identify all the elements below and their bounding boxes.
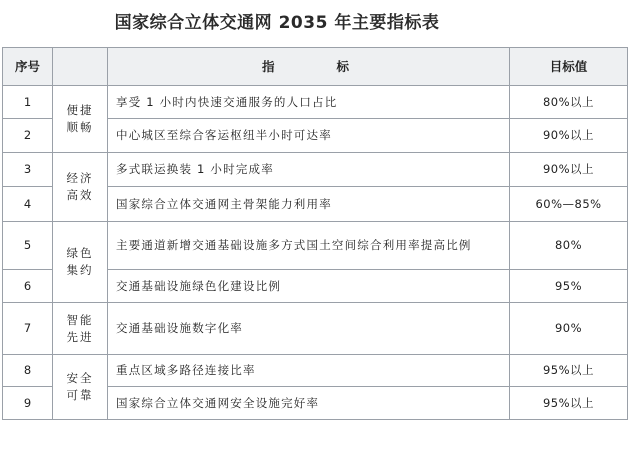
table-row bbox=[3, 153, 628, 187]
row-seq: 8 bbox=[3, 355, 53, 387]
row-indicator: 享受 1 小时内快速交通服务的人口占比 bbox=[108, 86, 510, 119]
category-cell bbox=[53, 86, 108, 153]
row-target: 90%以上 bbox=[510, 119, 628, 153]
table-row bbox=[3, 222, 628, 270]
row-target: 90%以上 bbox=[510, 153, 628, 187]
row-seq: 4 bbox=[3, 187, 53, 222]
row-seq: 1 bbox=[3, 86, 53, 119]
header-seq: 序号 bbox=[3, 48, 53, 86]
row-seq: 5 bbox=[3, 222, 53, 270]
table-row bbox=[3, 355, 628, 387]
row-target: 95%以上 bbox=[510, 387, 628, 420]
row-indicator: 中心城区至综合客运枢纽半小时可达率 bbox=[108, 119, 510, 153]
row-seq: 6 bbox=[3, 270, 53, 303]
row-seq: 2 bbox=[3, 119, 53, 153]
row-target: 80%以上 bbox=[510, 86, 628, 119]
table-title: 国家综合立体交通网 2035 年主要指标表 bbox=[114, 13, 440, 33]
header-target: 目标值 bbox=[510, 48, 628, 86]
row-indicator: 主要通道新增交通基础设施多方式国土空间综合利用率提高比例 bbox=[108, 222, 510, 270]
row-seq: 3 bbox=[3, 153, 53, 187]
header-category bbox=[53, 48, 108, 86]
table-row bbox=[3, 303, 628, 355]
row-seq: 9 bbox=[3, 387, 53, 420]
category-label: 经济高效 bbox=[66, 171, 94, 202]
category-cell bbox=[53, 153, 108, 222]
row-target: 60%—85% bbox=[510, 187, 628, 222]
row-indicator: 重点区域多路径连接比率 bbox=[108, 355, 510, 387]
row-target: 95%以上 bbox=[510, 355, 628, 387]
row-indicator: 国家综合立体交通网主骨架能力利用率 bbox=[108, 187, 510, 222]
row-target: 80% bbox=[510, 222, 628, 270]
row-indicator: 交通基础设施绿色化建设比例 bbox=[108, 270, 510, 303]
table-row bbox=[3, 86, 628, 119]
header-row bbox=[3, 48, 628, 86]
row-target: 90% bbox=[510, 303, 628, 355]
row-indicator: 多式联运换装 1 小时完成率 bbox=[108, 153, 510, 187]
row-indicator: 国家综合立体交通网安全设施完好率 bbox=[108, 387, 510, 420]
header-indicator: 指标 bbox=[108, 48, 510, 86]
row-seq: 7 bbox=[3, 303, 53, 355]
category-cell bbox=[53, 303, 108, 355]
category-label: 安全可靠 bbox=[66, 371, 94, 402]
category-label: 绿色集约 bbox=[66, 246, 94, 277]
category-label: 便捷顺畅 bbox=[66, 103, 94, 134]
category-cell bbox=[53, 355, 108, 420]
row-indicator: 交通基础设施数字化率 bbox=[108, 303, 510, 355]
category-label: 智能先进 bbox=[66, 312, 94, 344]
indicator-table bbox=[2, 47, 628, 420]
row-target: 95% bbox=[510, 270, 628, 303]
category-cell bbox=[53, 222, 108, 303]
